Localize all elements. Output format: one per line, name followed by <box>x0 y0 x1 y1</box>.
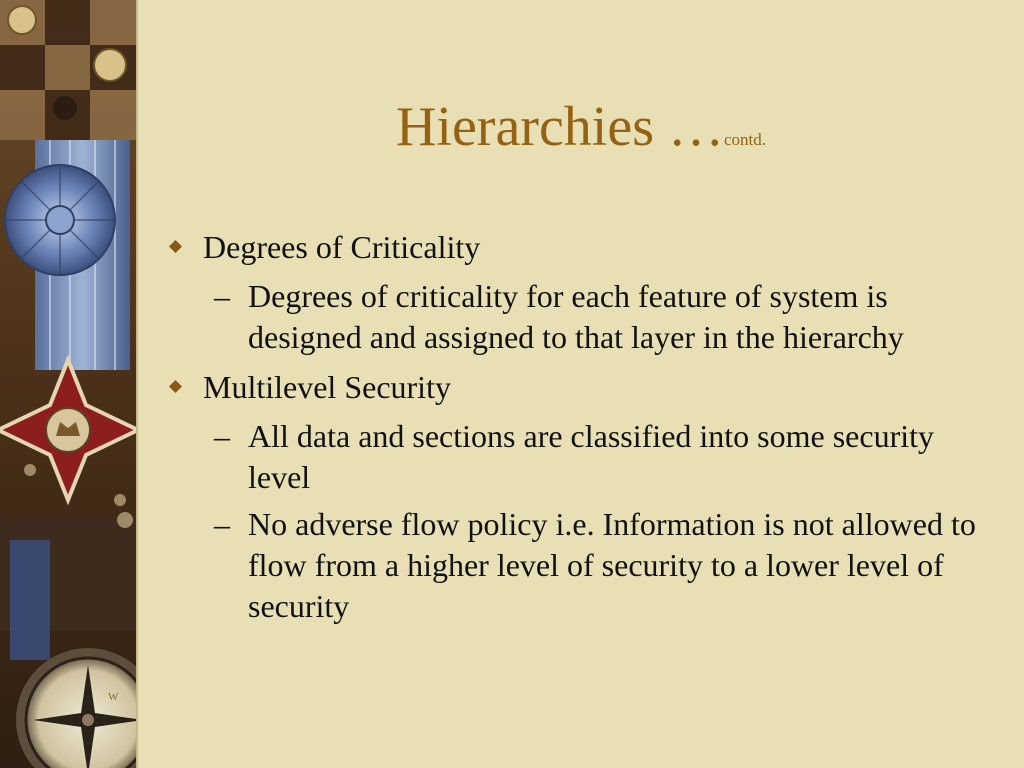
sub-bullet-item <box>166 416 996 498</box>
dash-glyph: – <box>214 418 230 454</box>
sub-bullet-item <box>166 504 996 627</box>
bullet-text: Degrees of Criticality <box>203 229 481 265</box>
sub-bullet-text: Degrees of criticality for each feature of system is designed and assigned to that layer in the hierarchy <box>248 278 904 355</box>
dash-glyph: – <box>214 278 230 314</box>
svg-text:W: W <box>108 691 119 703</box>
bullet-item <box>166 228 996 266</box>
diamond-bullet-icon <box>169 380 182 393</box>
slide-body <box>166 228 996 637</box>
title-text: Hierarchies … <box>395 96 725 158</box>
sub-bullet-text: All data and sections are classified into some security level <box>248 418 935 495</box>
dash-glyph: – <box>214 506 230 542</box>
sub-bullet-text: No adverse flow policy i.e. Information is not allowed to flow from a higher level of security to a lower level of security <box>248 506 976 624</box>
bullet-item <box>166 368 996 406</box>
sub-bullet-item <box>166 276 996 358</box>
title-contd: contd. <box>724 130 767 149</box>
medal-compass-image <box>0 0 138 768</box>
bullet-text: Multilevel Security <box>203 369 451 405</box>
diamond-bullet-icon <box>169 240 182 253</box>
slide-title <box>138 92 1024 175</box>
sidebar-decoration <box>0 0 138 768</box>
